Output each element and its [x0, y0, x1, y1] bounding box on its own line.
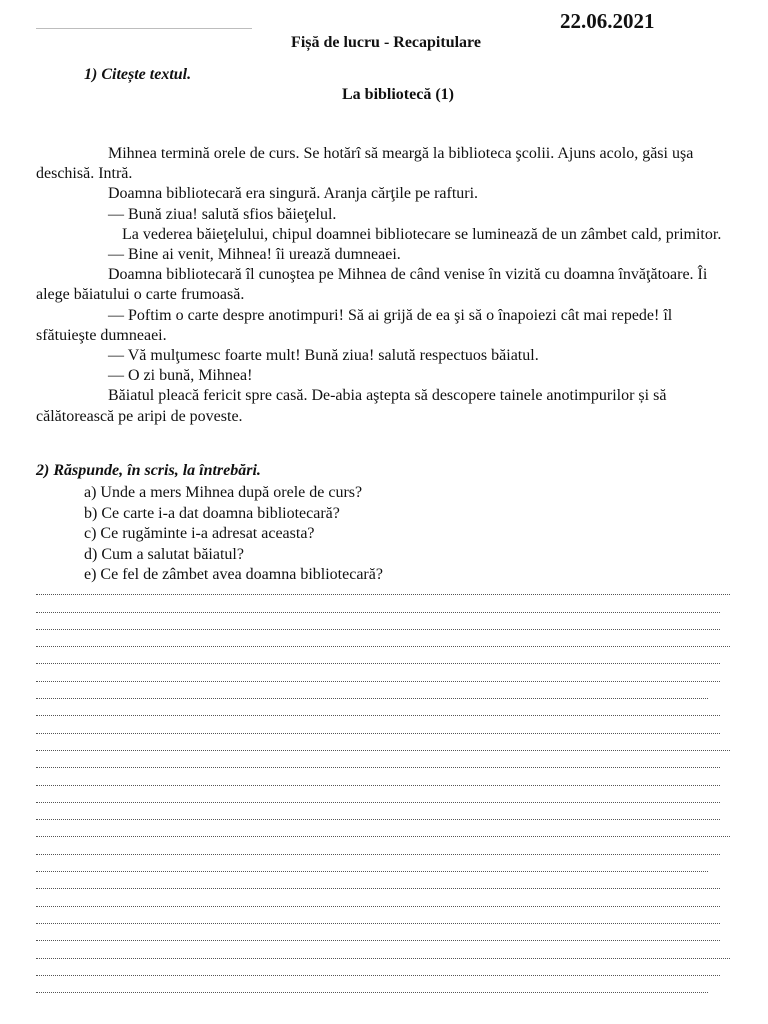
date: 22.06.2021 [560, 9, 655, 33]
story-paragraph: — Vă mulţumesc foarte mult! Bună ziua! salută respectuos băiatul. [108, 347, 539, 365]
answer-line[interactable] [36, 682, 708, 699]
answer-area[interactable] [36, 578, 730, 993]
answer-line[interactable] [36, 941, 730, 958]
exercise-1-instruction: 1) Citește textul. [84, 66, 192, 83]
question-item: a) Unde a mers Mihnea după orele de curs? [84, 484, 363, 501]
answer-line[interactable] [36, 664, 720, 681]
story-paragraph: Mihnea termină orele de curs. Se hotărî să meargă la biblioteca şcolii. Ajuns acolo, găsi uşa deschisă. Intră. [36, 145, 694, 183]
answer-line[interactable] [36, 578, 730, 595]
answer-line[interactable] [36, 907, 720, 924]
question-item: b) Ce carte i-a dat doamna bibliotecară? [84, 504, 340, 522]
answer-line[interactable] [36, 803, 720, 820]
answer-line[interactable] [36, 786, 720, 803]
answer-line[interactable] [36, 855, 708, 872]
answer-line[interactable] [36, 837, 720, 854]
answer-line[interactable] [36, 959, 720, 976]
answer-line[interactable] [36, 647, 720, 664]
question-list [84, 483, 383, 586]
story-title: La bibliotecă (1) [342, 86, 454, 103]
question-item: d) Cum a salutat băiatul? [84, 545, 244, 563]
story-paragraph: Doamna bibliotecară era singură. Aranja cărţile pe rafturi. [108, 185, 479, 203]
story-paragraph: Doamna bibliotecară îl cunoştea pe Mihnea de când venise în vizită cu doamna învăţătoare. Îi alege băiatului o carte frumoasă. [36, 266, 708, 304]
story-paragraph: Băiatul pleacă fericit spre casă. De-abia aştepta să descopere tainele anotimpurilor și să călătorească pe aripi de poveste. [36, 387, 667, 425]
name-line[interactable] [36, 28, 252, 29]
answer-line[interactable] [36, 699, 720, 716]
answer-line[interactable] [36, 872, 720, 889]
answer-line[interactable] [36, 630, 730, 647]
answer-line[interactable] [36, 751, 720, 768]
answer-line[interactable] [36, 889, 720, 906]
story-paragraph: — Bine ai venit, Mihnea! îi urează dumneaei. [108, 246, 401, 264]
story-paragraph: — Poftim o carte despre anotimpuri! Să ai grijă de ea şi să o înapoiezi cât mai repede! îl sfătuieşte dumneaei. [36, 306, 673, 344]
answer-line[interactable] [36, 716, 720, 733]
answer-line[interactable] [36, 595, 720, 612]
story-paragraph: — Bună ziua! salută sfios băieţelul. [108, 205, 337, 223]
answer-line[interactable] [36, 820, 730, 837]
question-item: e) Ce fel de zâmbet avea doamna bibliotecară? [84, 566, 383, 584]
story-paragraph: La vederea băieţelului, chipul doamnei bibliotecare se luminează de un zâmbet cald, primitor. [122, 225, 722, 243]
worksheet-title: Fișă de lucru - Recapitulare [291, 34, 481, 51]
exercise-2-instruction: 2) Răspunde, în scris, la întrebări. [36, 462, 261, 479]
answer-line[interactable] [36, 734, 730, 751]
answer-line[interactable] [36, 768, 720, 785]
answer-line[interactable] [36, 976, 708, 993]
answer-line[interactable] [36, 613, 720, 630]
story-text [36, 144, 732, 427]
answer-line[interactable] [36, 924, 720, 941]
story-paragraph: — O zi bună, Mihnea! [108, 367, 253, 385]
question-item: c) Ce rugăminte i-a adresat aceasta? [84, 525, 315, 543]
